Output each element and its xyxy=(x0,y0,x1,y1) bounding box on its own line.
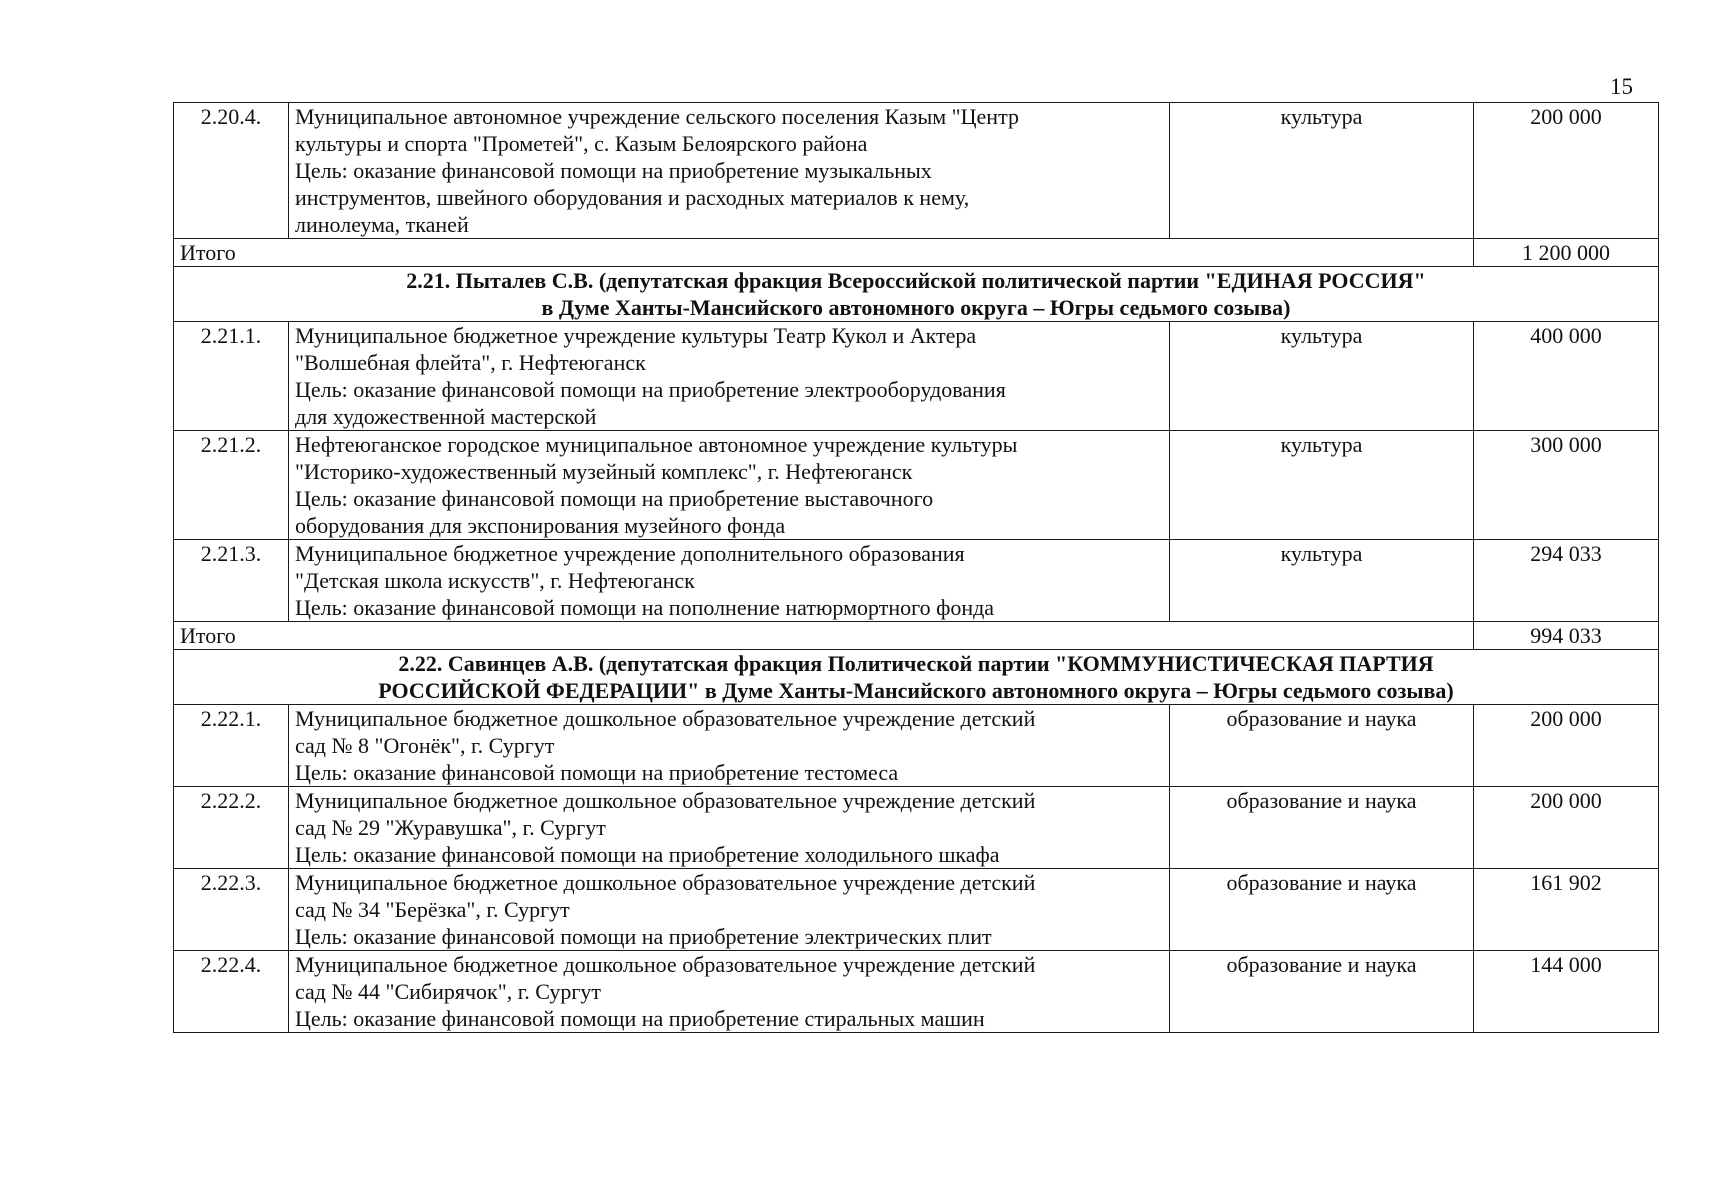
description-line: для художественной мастерской xyxy=(295,404,597,429)
section-header-line: РОССИЙСКОЙ ФЕДЕРАЦИИ" в Думе Ханты-Мансийского автономного округа – Югры седьмого созыва) xyxy=(378,678,1454,703)
item-amount: 294 033 xyxy=(1474,540,1659,622)
section-header-row xyxy=(174,267,1659,322)
item-sphere: культура xyxy=(1170,431,1474,540)
description-line: Цель: оказание финансовой помощи на приобретение электрических плит xyxy=(295,924,992,949)
description-line: сад № 44 "Сибирячок", г. Сургут xyxy=(295,979,602,1004)
total-amount: 994 033 xyxy=(1474,622,1659,650)
item-number: 2.20.4. xyxy=(174,103,289,239)
item-number: 2.22.4. xyxy=(174,951,289,1033)
table-row xyxy=(174,431,1659,540)
table-row xyxy=(174,705,1659,787)
item-description xyxy=(289,951,1170,1033)
item-number: 2.22.2. xyxy=(174,787,289,869)
total-label: Итого xyxy=(174,622,1474,650)
item-amount: 161 902 xyxy=(1474,869,1659,951)
item-number: 2.22.3. xyxy=(174,869,289,951)
description-line: Цель: оказание финансовой помощи на приобретение тестомеса xyxy=(295,760,899,785)
item-description xyxy=(289,103,1170,239)
section-header-line: 2.21. Пыталев С.В. (депутатская фракция Всероссийской политической партии "ЕДИНАЯ РОССИЯ" xyxy=(406,268,1426,293)
description-line: сад № 29 "Журавушка", г. Сургут xyxy=(295,815,606,840)
description-line: инструментов, швейного оборудования и расходных материалов к нему, xyxy=(295,185,970,210)
item-amount: 400 000 xyxy=(1474,322,1659,431)
budget-table xyxy=(173,102,1659,1033)
description-line: Муниципальное бюджетное дошкольное образовательное учреждение детский xyxy=(295,870,1036,895)
item-amount: 200 000 xyxy=(1474,103,1659,239)
item-sphere: образование и наука xyxy=(1170,705,1474,787)
item-number: 2.21.2. xyxy=(174,431,289,540)
item-sphere: культура xyxy=(1170,540,1474,622)
description-line: Цель: оказание финансовой помощи на приобретение стиральных машин xyxy=(295,1006,985,1031)
item-sphere: культура xyxy=(1170,103,1474,239)
item-description xyxy=(289,705,1170,787)
description-line: Муниципальное бюджетное дошкольное образовательное учреждение детский xyxy=(295,788,1036,813)
description-line: Муниципальное автономное учреждение сельского поселения Казым "Центр xyxy=(295,104,1019,129)
description-line: "Волшебная флейта", г. Нефтеюганск xyxy=(295,350,646,375)
item-sphere: культура xyxy=(1170,322,1474,431)
item-description xyxy=(289,322,1170,431)
description-line: Муниципальное бюджетное дошкольное образовательное учреждение детский xyxy=(295,706,1036,731)
description-line: Муниципальное бюджетное учреждение культуры Театр Кукол и Актера xyxy=(295,323,977,348)
table-row xyxy=(174,787,1659,869)
item-amount: 300 000 xyxy=(1474,431,1659,540)
description-line: Цель: оказание финансовой помощи на приобретение холодильного шкафа xyxy=(295,842,1000,867)
description-line: "Историко-художественный музейный комплекс", г. Нефтеюганск xyxy=(295,459,913,484)
description-line: линолеума, тканей xyxy=(295,212,469,237)
section-header-line: 2.22. Савинцев А.В. (депутатская фракция Политической партии "КОММУНИСТИЧЕСКАЯ ПАРТИЯ xyxy=(398,651,1434,676)
description-line: Муниципальное бюджетное учреждение дополнительного образования xyxy=(295,541,965,566)
table-row xyxy=(174,951,1659,1033)
total-row xyxy=(174,622,1659,650)
description-line: Цель: оказание финансовой помощи на приобретение музыкальных xyxy=(295,158,932,183)
description-line: "Детская школа искусств", г. Нефтеюганск xyxy=(295,568,695,593)
description-line: Цель: оказание финансовой помощи на пополнение натюрмортного фонда xyxy=(295,595,995,620)
total-amount: 1 200 000 xyxy=(1474,239,1659,267)
table-row xyxy=(174,540,1659,622)
section-header-row xyxy=(174,650,1659,705)
description-line: Цель: оказание финансовой помощи на приобретение электрооборудования xyxy=(295,377,1006,402)
section-header-line: в Думе Ханты-Мансийского автономного округа – Югры седьмого созыва) xyxy=(541,295,1291,320)
item-description xyxy=(289,787,1170,869)
table-body xyxy=(174,103,1659,1033)
description-line: Цель: оказание финансовой помощи на приобретение выставочного xyxy=(295,486,934,511)
total-label: Итого xyxy=(174,239,1474,267)
section-header xyxy=(174,267,1659,322)
item-description xyxy=(289,540,1170,622)
description-line: сад № 34 "Берёзка", г. Сургут xyxy=(295,897,570,922)
item-amount: 144 000 xyxy=(1474,951,1659,1033)
table-row xyxy=(174,322,1659,431)
table-row xyxy=(174,869,1659,951)
table-row xyxy=(174,103,1659,239)
item-description xyxy=(289,869,1170,951)
item-sphere: образование и наука xyxy=(1170,869,1474,951)
total-row xyxy=(174,239,1659,267)
item-amount: 200 000 xyxy=(1474,787,1659,869)
description-line: сад № 8 "Огонёк", г. Сургут xyxy=(295,733,555,758)
item-number: 2.21.1. xyxy=(174,322,289,431)
description-line: Муниципальное бюджетное дошкольное образовательное учреждение детский xyxy=(295,952,1036,977)
item-number: 2.22.1. xyxy=(174,705,289,787)
section-header xyxy=(174,650,1659,705)
item-amount: 200 000 xyxy=(1474,705,1659,787)
item-sphere: образование и наука xyxy=(1170,787,1474,869)
item-number: 2.21.3. xyxy=(174,540,289,622)
description-line: культуры и спорта "Прометей", с. Казым Белоярского района xyxy=(295,131,868,156)
item-sphere: образование и наука xyxy=(1170,951,1474,1033)
page-number: 15 xyxy=(1610,74,1633,99)
description-line: Нефтеюганское городское муниципальное автономное учреждение культуры xyxy=(295,432,1018,457)
description-line: оборудования для экспонирования музейного фонда xyxy=(295,513,786,538)
item-description xyxy=(289,431,1170,540)
